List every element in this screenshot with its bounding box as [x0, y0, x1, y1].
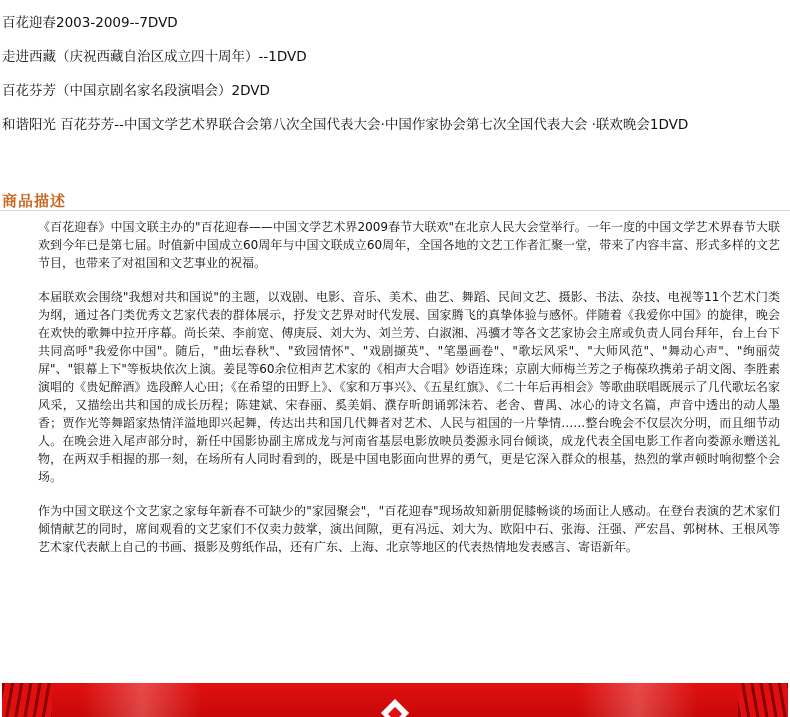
product-item: 百花迎春2003-2009--7DVD: [2, 15, 178, 31]
description-paragraph: 本届联欢会围绕"我想对共和国说"的主题，以戏剧、电影、音乐、美术、曲艺、舞蹈、民间文艺、摄影、书法、杂技、电视等11个艺术门类为纲，通过各门类优秀文艺家代表的群体展示，抒发文艺界对时代发展、国家腾飞的真挚体验与感怀。伴随着《我爱你中国》的旋律，晚会在欢快的歌舞中拉开序幕。尚长荣、李前宽、傅庚辰、刘大为、刘兰芳、白淑湘、冯骥才等各文艺家协会主席或负责人同台拜年，台上台下共同高呼"我爱你中国"。随后，"曲坛春秋"、"致园情怀"、"戏剧撷英"、"笔墨画卷"、"歌坛风采"、"大师风范"、"舞动心声"、"绚丽荧屏"、"银幕上下"等板块依次上演。姜昆等60余位相声艺术家的《相声大合唱》妙语连珠；京剧大师梅兰芳之子梅葆玖携弟子胡文阁、李胜素演唱的《贵妃醉酒》选段醉人心田；《在希望的田野上》、《家和万事兴》、《五星红旗》、《二十年后再相会》等歌曲联唱既展示了几代歌坛名家风采，又描绘出共和国的成长历程；陈建斌、宋春丽、奚美娟、濮存昕朗诵郭沫若、老舍、曹禺、冰心的诗文名篇，声音中透出的动人墨香；贾作光等舞蹈家热情洋溢地即兴起舞，传达出共和国几代舞者对艺术、人民与祖国的一片挚情……整台晚会不仅层次分明，而且细节动人。在晚会进入尾声部分时，新任中国影协副主席成龙与河南省基层电影放映员娄源永同台倾谈，成龙代表全国电影工作者向娄源永赠送礼物，在两双手相握的那一刻，在场所有人同时看到的，既是中国电影面向世界的勇气，更是它深入群众的根基，热烈的掌声顿时响彻整个会场。: [38, 290, 780, 484]
banner-light-right: [578, 683, 698, 717]
product-description: [38, 218, 780, 572]
banner-curtain-right: [738, 683, 788, 717]
promo-banner: [2, 683, 788, 717]
description-paragraph: 《百花迎春》中国文联主办的"百花迎春——中国文学艺术界2009春节大联欢"在北京人民大会堂举行。一年一度的中国文学艺术界春节大联欢到今年已是第七届。时值新中国成立60周年与中国文联成立60周年，全国各地的文艺工作者汇聚一堂，带来了内容丰富、形式多样的文艺节目，也带来了对祖国和文艺事业的祝福。: [38, 220, 780, 270]
product-item: 走进西藏（庆祝西藏自治区成立四十周年）--1DVD: [2, 49, 307, 65]
description-paragraph: 作为中国文联这个文艺家之家每年新春不可缺少的"家园聚会"，"百花迎春"现场故知新朋促膝畅谈的场面让人感动。在登台表演的艺术家们倾情献艺的同时，席间观看的文艺家们不仅卖力鼓掌，演出间隙，更有冯远、刘大为、欧阳中石、张海、汪强、严宏昌、郭树林、王根风等艺术家代表献上自己的书画、摄影及剪纸作品，还有广东、上海、北京等地区的代表热情地发表感言、寄语新年。: [38, 504, 780, 554]
banner-light-left: [82, 683, 202, 717]
banner-curtain-left: [2, 683, 52, 717]
product-item: 百花芬芳（中国京剧名家名段演唱会）2DVD: [2, 83, 270, 99]
product-item: 和谐阳光 百花芬芳--中国文学艺术界联合会第八次全国代表大会·中国作家协会第七次全国代表大会 ·联欢晚会1DVD: [2, 117, 689, 133]
section-divider: [0, 210, 790, 211]
section-title: 商品描述: [2, 192, 67, 210]
product-item-list: [2, 14, 788, 150]
